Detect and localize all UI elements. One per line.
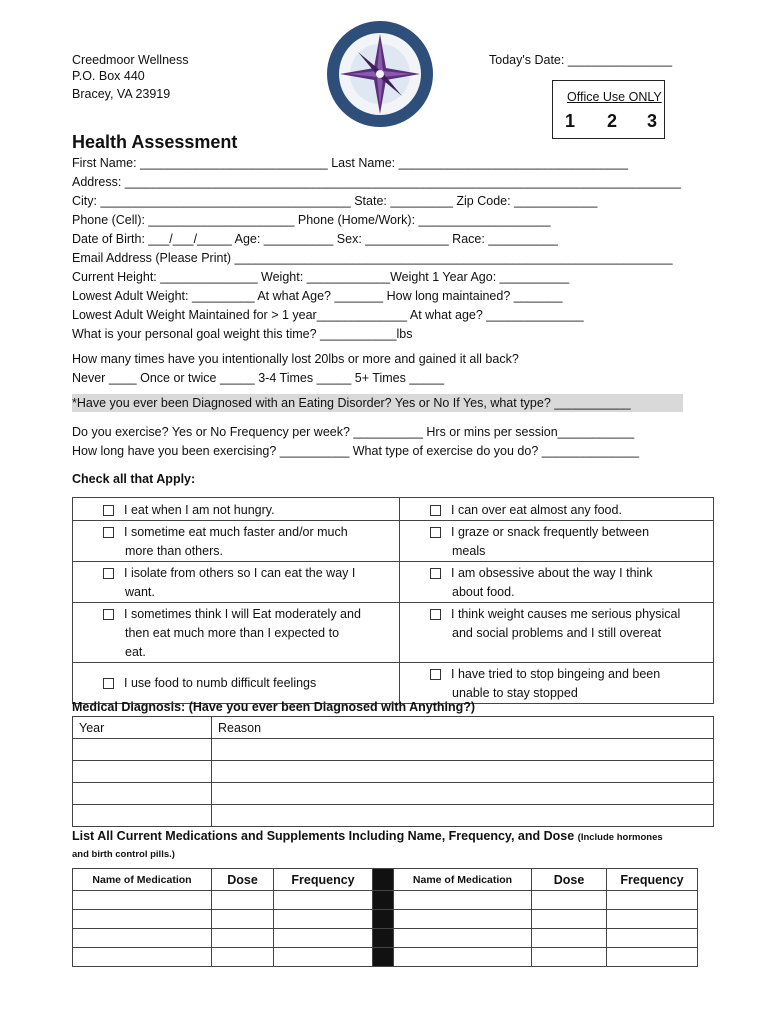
med-cell[interactable] bbox=[212, 929, 274, 948]
checklist-text: I have tried to stop bingeing and been bbox=[451, 667, 661, 681]
frequency-header: Frequency bbox=[607, 869, 698, 891]
med-cell[interactable] bbox=[394, 910, 532, 929]
year-cell[interactable] bbox=[73, 783, 212, 805]
checkbox[interactable] bbox=[430, 669, 441, 680]
frequency-header: Frequency bbox=[274, 869, 373, 891]
dob-age-sex-race-line[interactable]: Date of Birth: ___/___/_____ Age: __________ Sex: ____________ Race: __________ bbox=[72, 232, 558, 246]
checklist-text: I sometime eat much faster and/or much bbox=[124, 525, 348, 539]
med-cell[interactable] bbox=[212, 891, 274, 910]
med-cell[interactable] bbox=[394, 929, 532, 948]
city-state-zip-line[interactable]: City: ____________________________________ State: _________ Zip Code: ____________ bbox=[72, 194, 598, 208]
med-cell[interactable] bbox=[607, 910, 698, 929]
address-line[interactable]: Address: ________________________________________________________________________________ bbox=[72, 175, 681, 189]
checklist-text: and social problems and I still overeat bbox=[452, 626, 662, 640]
checklist-text: I eat when I am not hungry. bbox=[124, 503, 275, 517]
med-cell[interactable] bbox=[274, 929, 373, 948]
goal-weight-line[interactable]: What is your personal goal weight this time? ___________lbs bbox=[72, 327, 413, 341]
medical-diagnosis-heading: Medical Diagnosis: (Have you ever been Diagnosed with Anything?) bbox=[72, 700, 476, 714]
org-name: Creedmoor Wellness bbox=[72, 53, 189, 67]
checklist-cell[interactable] bbox=[73, 562, 400, 603]
divider-column bbox=[373, 948, 394, 967]
med-cell[interactable] bbox=[274, 948, 373, 967]
checklist-text: meals bbox=[452, 544, 486, 558]
med-cell[interactable] bbox=[607, 929, 698, 948]
medications-heading-note-2: and birth control pills.) bbox=[72, 849, 175, 860]
checklist-cell[interactable] bbox=[400, 521, 714, 562]
dose-header: Dose bbox=[532, 869, 607, 891]
reason-cell[interactable] bbox=[212, 783, 714, 805]
med-cell[interactable] bbox=[532, 910, 607, 929]
med-cell[interactable] bbox=[212, 948, 274, 967]
lowest-weight-maintained-line[interactable]: Lowest Adult Weight Maintained for > 1 year_____________ At what age? ______________ bbox=[72, 308, 584, 322]
med-name-header: Name of Medication bbox=[394, 869, 532, 891]
checkbox[interactable] bbox=[430, 527, 441, 538]
checkbox[interactable] bbox=[103, 505, 114, 516]
dose-header: Dose bbox=[212, 869, 274, 891]
med-cell[interactable] bbox=[394, 891, 532, 910]
checkbox[interactable] bbox=[430, 568, 441, 579]
med-cell[interactable] bbox=[73, 891, 212, 910]
checkbox[interactable] bbox=[103, 568, 114, 579]
checkbox[interactable] bbox=[430, 609, 441, 620]
checklist-cell[interactable] bbox=[400, 562, 714, 603]
medications-table bbox=[72, 868, 698, 967]
med-cell[interactable] bbox=[532, 948, 607, 967]
med-cell[interactable] bbox=[394, 948, 532, 967]
reason-cell[interactable] bbox=[212, 761, 714, 783]
eating-disorder-question[interactable] bbox=[72, 394, 683, 412]
checklist-cell[interactable] bbox=[73, 498, 400, 521]
year-cell[interactable] bbox=[73, 805, 212, 827]
page-title: Health Assessment bbox=[72, 132, 238, 152]
checklist-text: more than others. bbox=[125, 544, 223, 558]
checklist-text: I think weight causes me serious physical bbox=[451, 607, 681, 621]
med-cell[interactable] bbox=[607, 891, 698, 910]
checklist-text: then eat much more than I expected to bbox=[125, 626, 340, 640]
med-cell[interactable] bbox=[274, 891, 373, 910]
reason-column-header: Reason bbox=[212, 717, 714, 739]
checkbox[interactable] bbox=[103, 678, 114, 689]
divider-column bbox=[373, 869, 394, 891]
med-cell[interactable] bbox=[274, 910, 373, 929]
checklist-text: I sometimes think I will Eat moderately and bbox=[124, 607, 361, 621]
reason-cell[interactable] bbox=[212, 739, 714, 761]
city-line: Bracey, VA 23919 bbox=[72, 87, 171, 101]
lost-weight-question: How many times have you intentionally lost 20lbs or more and gained it all back? bbox=[72, 352, 519, 366]
divider-column bbox=[373, 910, 394, 929]
checklist-table bbox=[72, 497, 714, 704]
checklist-text: I graze or snack frequently between bbox=[451, 525, 650, 539]
office-number-2[interactable]: 2 bbox=[607, 111, 618, 131]
med-cell[interactable] bbox=[532, 891, 607, 910]
compass-logo bbox=[326, 20, 434, 128]
first-last-name-line[interactable]: First Name: ___________________________ Last Name: _________________________________ bbox=[72, 156, 629, 170]
eating-disorder-text: *Have you ever been Diagnosed with an Eating Disorder? Yes or No If Yes, what type? ___________ bbox=[72, 396, 631, 410]
medical-diagnosis-table bbox=[72, 716, 714, 827]
divider-column bbox=[373, 929, 394, 948]
year-cell[interactable] bbox=[73, 739, 212, 761]
check-all-heading: Check all that Apply: bbox=[72, 472, 196, 486]
exercise-line-1[interactable]: Do you exercise? Yes or No Frequency per week? __________ Hrs or mins per session___________ bbox=[72, 425, 635, 439]
med-cell[interactable] bbox=[73, 910, 212, 929]
checklist-text: want. bbox=[125, 585, 155, 599]
year-column-header: Year bbox=[73, 717, 212, 739]
checklist-cell[interactable] bbox=[400, 603, 714, 663]
checklist-cell[interactable] bbox=[73, 521, 400, 562]
med-cell[interactable] bbox=[73, 929, 212, 948]
office-number-3[interactable]: 3 bbox=[647, 111, 658, 131]
med-cell[interactable] bbox=[607, 948, 698, 967]
checklist-text: I isolate from others so I can eat the way I bbox=[124, 566, 356, 580]
reason-cell[interactable] bbox=[212, 805, 714, 827]
checkbox[interactable] bbox=[430, 505, 441, 516]
exercise-line-2[interactable]: How long have you been exercising? __________ What type of exercise do you do? ______________ bbox=[72, 444, 640, 458]
checklist-text: I use food to numb difficult feelings bbox=[124, 675, 317, 690]
medications-heading bbox=[72, 829, 663, 843]
checklist-cell[interactable] bbox=[73, 663, 400, 704]
phone-line[interactable]: Phone (Cell): _____________________ Phone (Home/Work): ___________________ bbox=[72, 213, 551, 227]
checklist-cell[interactable] bbox=[73, 603, 400, 663]
office-number-1[interactable]: 1 bbox=[565, 111, 576, 131]
checklist-text: eat. bbox=[125, 645, 146, 659]
med-cell[interactable] bbox=[212, 910, 274, 929]
med-name-header: Name of Medication bbox=[73, 869, 212, 891]
checklist-cell[interactable] bbox=[400, 498, 714, 521]
medications-heading-note: (Include hormones bbox=[577, 832, 663, 843]
lowest-weight-line[interactable]: Lowest Adult Weight: _________ At what Age? _______ How long maintained? _______ bbox=[72, 289, 563, 303]
height-weight-line[interactable]: Current Height: ______________ Weight: ____________Weight 1 Year Ago: __________ bbox=[72, 270, 570, 284]
po-box: P.O. Box 440 bbox=[72, 69, 145, 83]
office-use-label: Office Use ONLY bbox=[567, 90, 662, 104]
year-cell[interactable] bbox=[73, 761, 212, 783]
checkbox[interactable] bbox=[103, 527, 114, 538]
checklist-text: I am obsessive about the way I think bbox=[451, 566, 653, 580]
lost-weight-options[interactable]: Never ____ Once or twice _____ 3-4 Times _____ 5+ Times _____ bbox=[72, 371, 445, 385]
todays-date-field[interactable]: Today's Date: _______________ bbox=[489, 53, 673, 67]
checkbox[interactable] bbox=[103, 609, 114, 620]
divider-column bbox=[373, 891, 394, 910]
med-cell[interactable] bbox=[532, 929, 607, 948]
med-cell[interactable] bbox=[73, 948, 212, 967]
checklist-text: I can over eat almost any food. bbox=[451, 503, 622, 517]
office-use-box bbox=[552, 80, 665, 139]
checklist-cell[interactable] bbox=[400, 663, 714, 704]
medications-heading-main: List All Current Medications and Supplements Including Name, Frequency, and Dose bbox=[72, 829, 575, 843]
checklist-text: unable to stay stopped bbox=[452, 686, 578, 700]
email-line[interactable]: Email Address (Please Print) _______________________________________________________________ bbox=[72, 251, 673, 265]
checklist-text: about food. bbox=[452, 585, 515, 599]
